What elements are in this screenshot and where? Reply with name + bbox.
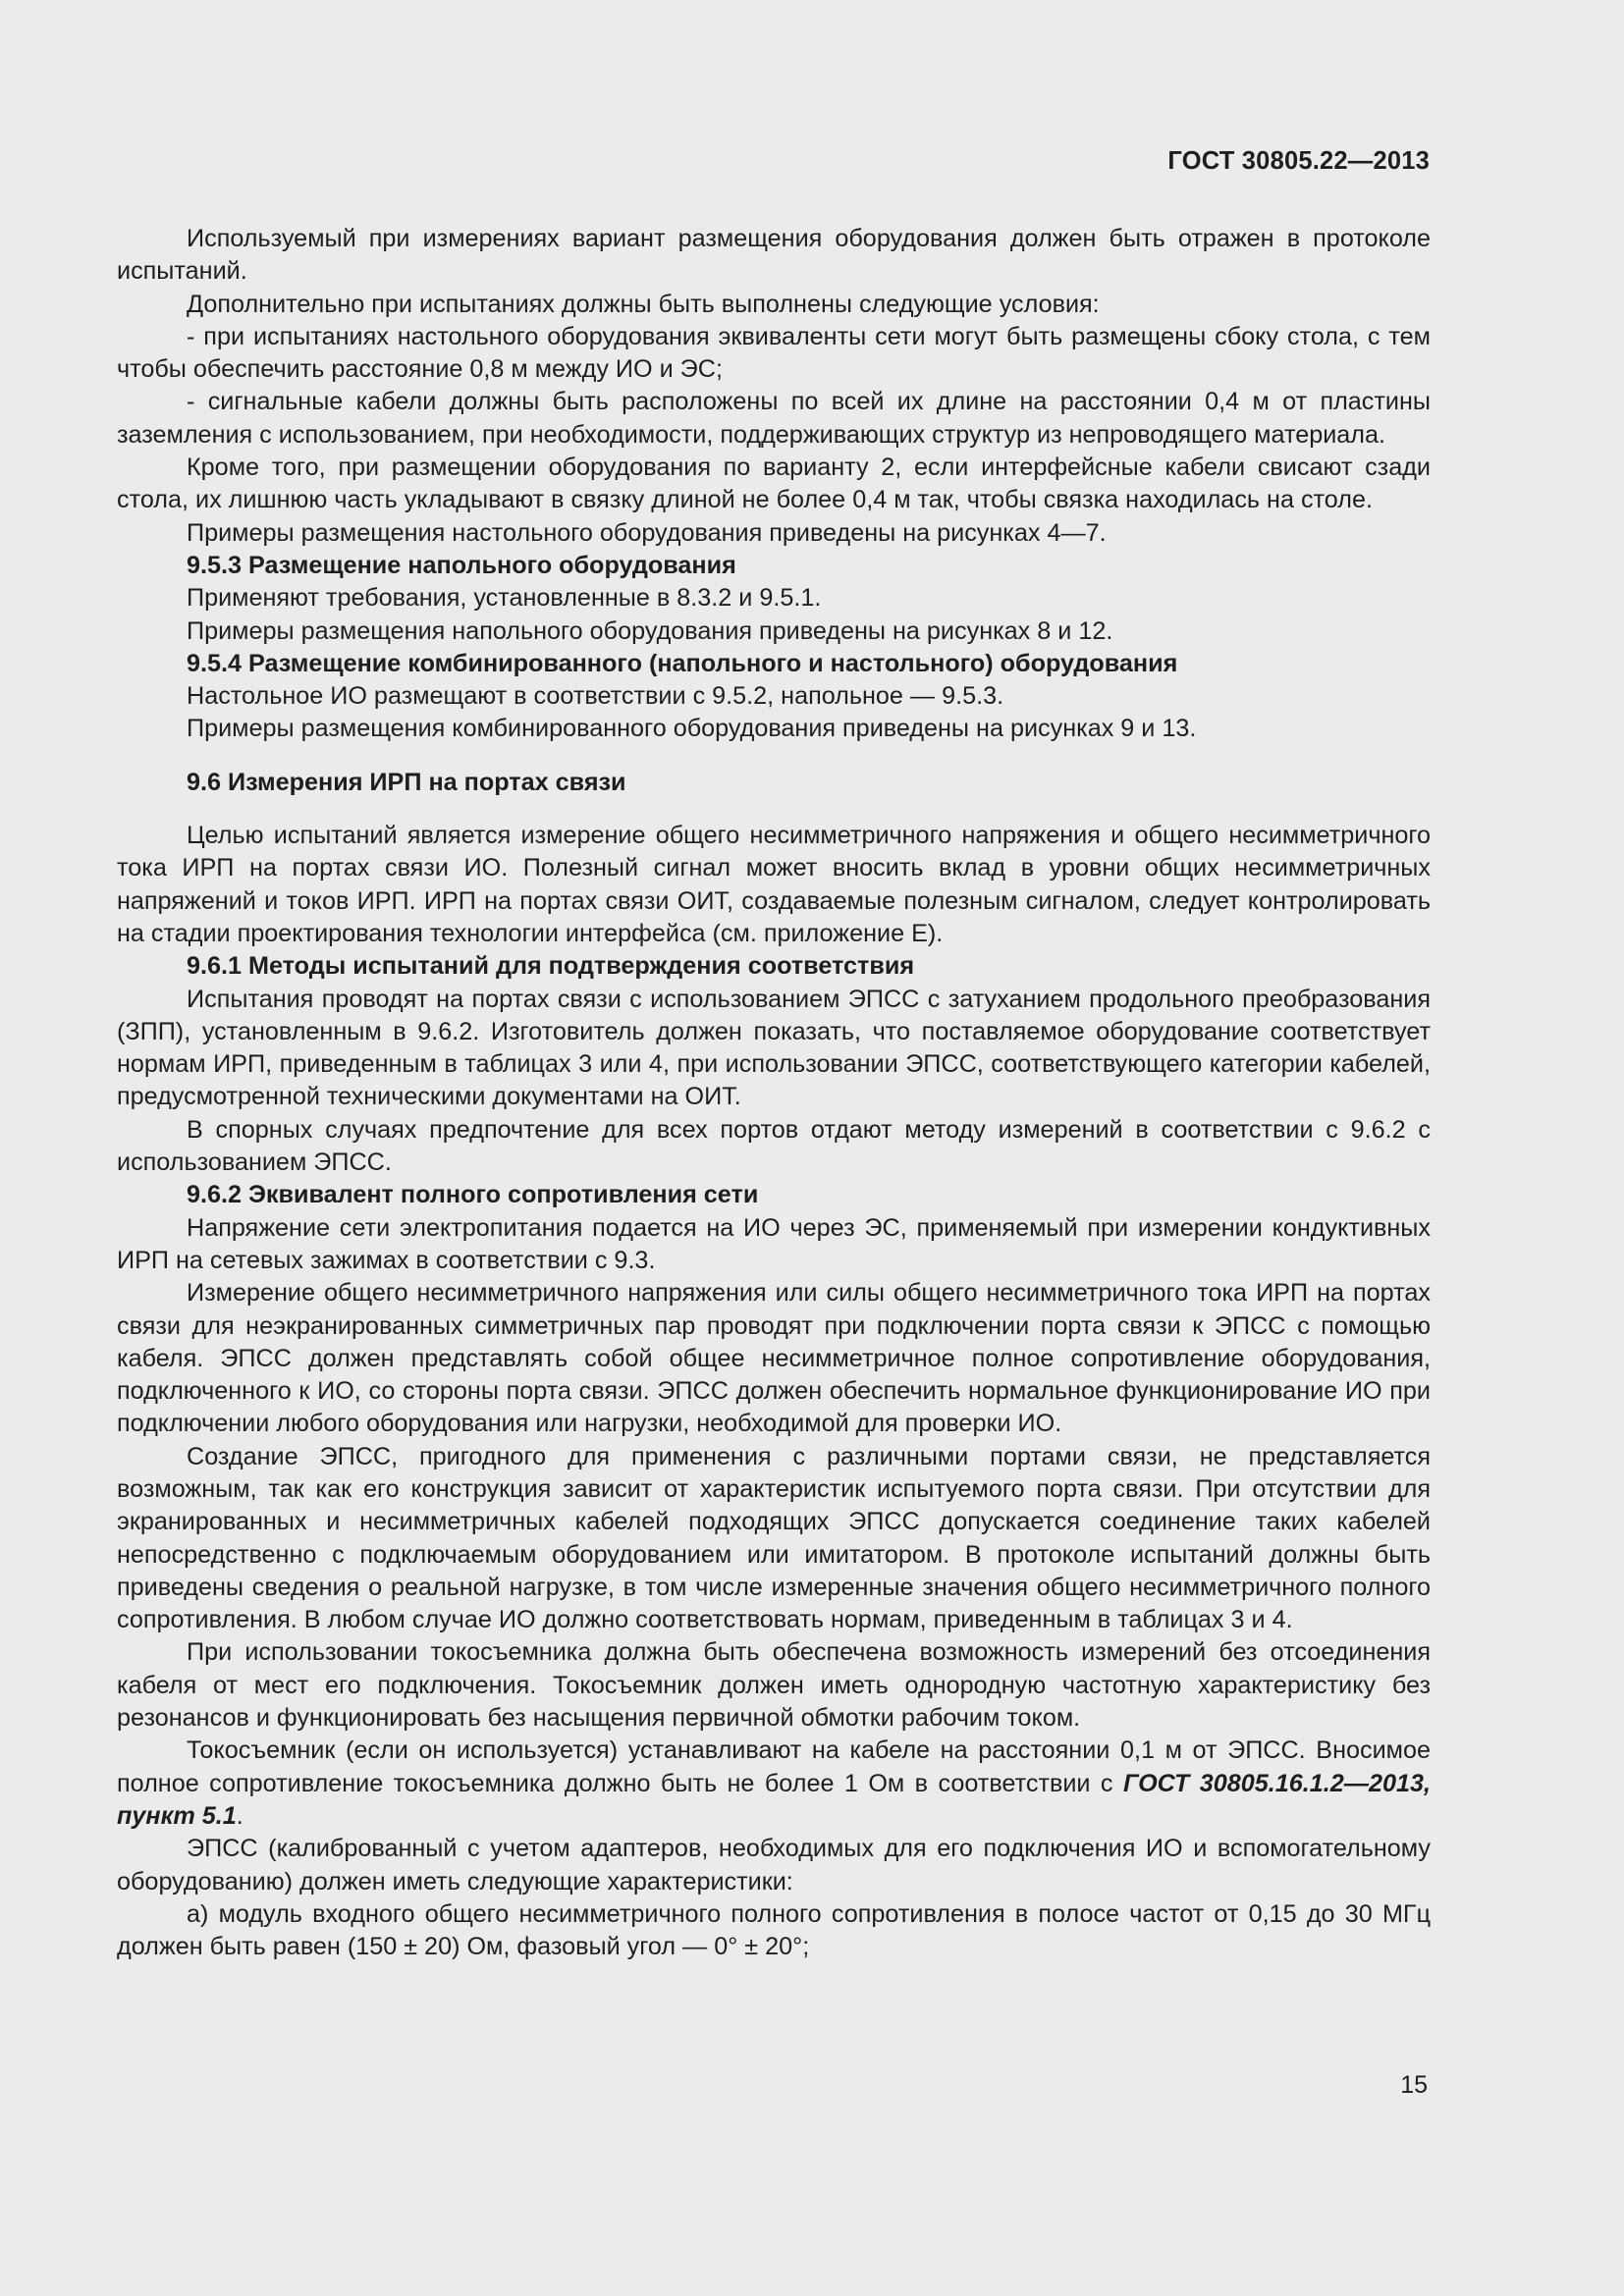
subsection-heading-9-5-3: 9.5.3 Размещение напольного оборудования bbox=[187, 551, 736, 579]
paragraph: ЭПСС (калиброванный с учетом адаптеров, необходимых для его подключения ИО и вспомогательному оборудованию) должен иметь следующие характеристики: bbox=[117, 1835, 1431, 1896]
paragraph: В спорных случаях предпочтение для всех портов отдают методу измерений в соответствии с 9.6.2 с использованием ЭПСС. bbox=[117, 1115, 1431, 1177]
paragraph: Примеры размещения настольного оборудования приведены на рисунках 4—7. bbox=[187, 518, 1107, 547]
page-number: 15 bbox=[1400, 2071, 1428, 2099]
paragraph: Напряжение сети электропитания подается на ИО через ЭС, применяемый при измерении кондуктивных ИРП на сетевых зажимах в соответствии с 9.3. bbox=[117, 1213, 1431, 1274]
subsection-heading-9-6-2: 9.6.2 Эквивалент полного сопротивления сети bbox=[187, 1181, 759, 1209]
paragraph: Используемый при измерениях вариант размещения оборудования должен быть отражен в протоколе испытаний. bbox=[117, 225, 1431, 286]
paragraph: Измерение общего несимметричного напряжения или силы общего несимметричного тока ИРП на портах связи для неэкранированных симметричных пар проводят при подключении порта связи к ЭПСС с помощью кабеля. ЭПСС должен представлять собой общее несимметричное полное сопротивление оборудования, подключенного к ИО, со стороны порта связи. ЭПСС должен обеспечить нормальное функционирование ИО при подключении любого оборудования или нагрузки, необходимой для проверки ИО. bbox=[117, 1279, 1431, 1438]
document-header: ГОСТ 30805.22—2013 bbox=[1167, 147, 1430, 175]
paragraph: Целью испытаний является измерение общего несимметричного напряжения и общего несимметричного тока ИРП на портах связи ИО. Полезный сигнал может вносить вклад в уровни общих несимметричных напряжений и токов ИРП. ИРП на портах связи ОИТ, создаваемые полезным сигналом, следует контролировать на стадии проектирования технологии интерфейса (см. приложение Е). bbox=[117, 822, 1431, 947]
paragraph bbox=[117, 1735, 1431, 1833]
paragraph: Применяют требования, установленные в 8.3.2 и 9.5.1. bbox=[187, 584, 822, 613]
paragraph: Дополнительно при испытаниях должны быть выполнены следующие условия: bbox=[187, 290, 1100, 318]
paragraph: При использовании токосъемника должна быть обеспечена возможность измерений без отсоединения кабеля от мест его подключения. Токосъемник должен иметь однородную частотную характеристику без резонансов и функционировать без насыщения первичной обмотки рабочим током. bbox=[117, 1638, 1431, 1733]
paragraph-end: . bbox=[236, 1801, 244, 1830]
paragraph: Кроме того, при размещении оборудования по варианту 2, если интерфейсные кабели свисают сзади стола, их лишнюю часть укладывают в связку длиной не более 0,4 м так, чтобы связка находилась на столе. bbox=[117, 454, 1431, 514]
standard-reference: ГОСТ 30805.16.1.2—2013, пункт 5.1 bbox=[117, 1769, 1431, 1830]
list-item: - при испытаниях настольного оборудования эквиваленты сети могут быть размещены сбоку стола, с тем чтобы обеспечить расстояние 0,8 м между ИО и ЭС; bbox=[117, 322, 1431, 384]
list-item: а) модуль входного общего несимметричного полного сопротивления в полосе частот от 0,15 до 30 МГц должен быть равен (150 ± 20) Ом, фазовый угол — 0° ± 20°; bbox=[117, 1899, 1431, 1961]
section-heading-9-6: 9.6 Измерения ИРП на портах связи bbox=[187, 768, 626, 796]
paragraph: Примеры размещения напольного оборудования приведены на рисунках 8 и 12. bbox=[187, 616, 1113, 645]
paragraph: Примеры размещения комбинированного оборудования приведены на рисунках 9 и 13. bbox=[187, 715, 1197, 743]
paragraph-text: Токосъемник (если он используется) устанавливают на кабеле на расстоянии 0,1 м от ЭПСС. Вносимое полное сопротивление токосъемника должно быть не более 1 Ом в соответствии с bbox=[117, 1736, 1431, 1797]
list-item: - сигнальные кабели должны быть расположены по всей их длине на расстоянии 0,4 м от пластины заземления с использованием, при необходимости, поддерживающих структур из непроводящего материала. bbox=[117, 388, 1431, 449]
paragraph: Настольное ИО размещают в соответствии с 9.5.2, напольное — 9.5.3. bbox=[187, 682, 1004, 711]
subsection-heading-9-6-1: 9.6.1 Методы испытаний для подтверждения соответствия bbox=[187, 952, 915, 981]
paragraph: Испытания проводят на портах связи с использованием ЭПСС с затуханием продольного преобразования (ЗПП), установленным в 9.6.2. Изготовитель должен показать, что поставляемое оборудование соответствует нормам ИРП, приведенным в таблицах 3 или 4, при использовании ЭПСС, соответствующего категории кабелей, предусмотренной техническими документами на ОИТ. bbox=[117, 985, 1431, 1111]
document-body bbox=[117, 223, 1431, 1963]
paragraph: Создание ЭПСС, пригодного для применения с различными портами связи, не представляется возможным, так как его конструкция зависит от характеристик испытуемого порта связи. При отсутствии для экранированных и несимметричных кабелей подходящих ЭПСС допускается соединение таких кабелей непосредственно с подключаемым оборудованием или имитатором. В протоколе испытаний должны быть приведены сведения о реальной нагрузке, в том числе измеренные значения общего несимметричного полного сопротивления. В любом случае ИО должно соответствовать нормам, приведенным в таблицах 3 и 4. bbox=[117, 1442, 1431, 1634]
subsection-heading-9-5-4: 9.5.4 Размещение комбинированного (напольного и настольного) оборудования bbox=[187, 649, 1178, 677]
